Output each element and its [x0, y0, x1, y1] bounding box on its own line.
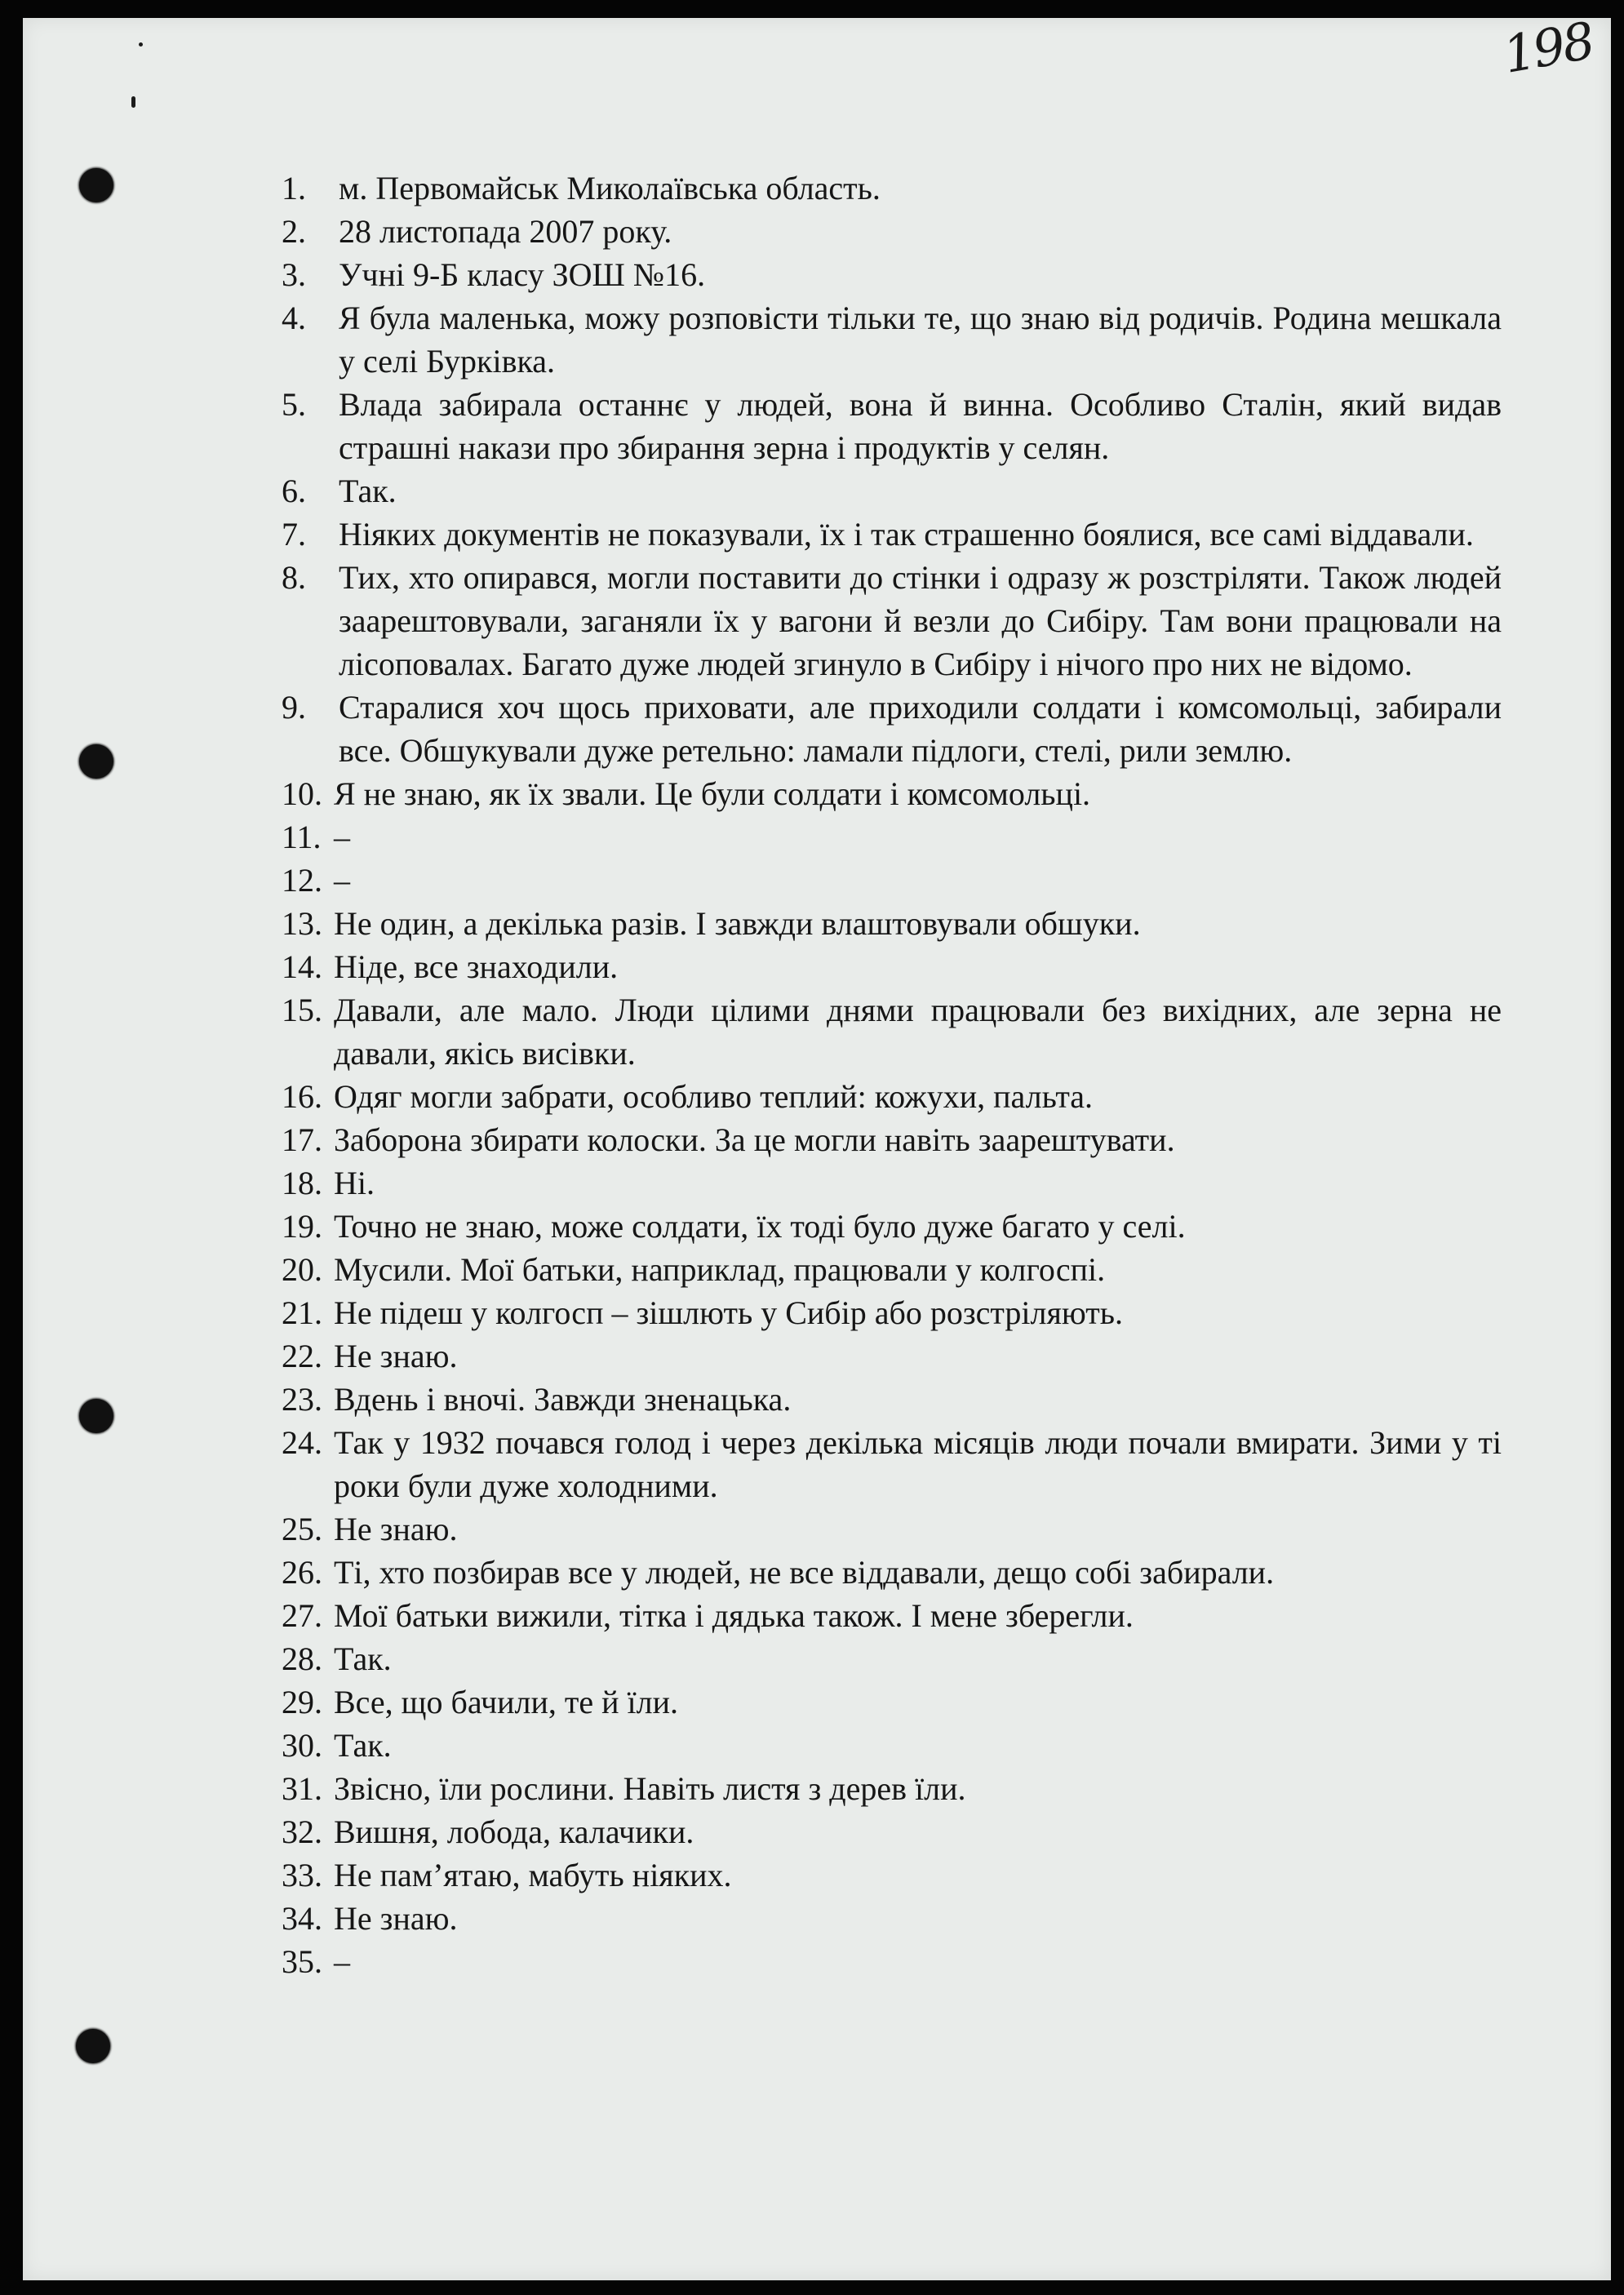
answer-item	[282, 815, 1502, 859]
answer-item	[282, 1637, 1502, 1680]
answer-item	[282, 1767, 1502, 1810]
ink-speck	[131, 96, 135, 108]
answer-item	[282, 1940, 1502, 1983]
answer-number: 24.	[282, 1424, 322, 1461]
answer-text: Так.	[334, 1727, 392, 1764]
answer-text: Ніде, все знаходили.	[334, 948, 619, 985]
answer-text: Мої батьки вижили, тітка і дядька також. І мене зберегли.	[334, 1597, 1134, 1634]
answer-item	[282, 210, 1502, 253]
answer-text: Учні 9-Б класу ЗОШ №16.	[339, 256, 706, 293]
answer-number: 30.	[282, 1727, 322, 1764]
answer-text: –	[334, 862, 350, 899]
answer-item	[282, 945, 1502, 988]
answer-text: Вдень і вночі. Завжди зненацька.	[334, 1381, 792, 1418]
answer-item	[282, 1421, 1502, 1507]
answer-text: Давали, але мало. Люди цілими днями працювали без вихідних, але зерна не давали, якісь висівки.	[334, 992, 1502, 1072]
page-folio-number: 198	[1498, 11, 1597, 85]
answer-number: 10.	[282, 775, 322, 812]
answer-number: 1.	[282, 170, 306, 206]
answer-item	[282, 296, 1502, 383]
answer-item	[282, 383, 1502, 469]
answer-text: Все, що бачили, те й їли.	[334, 1684, 678, 1720]
answer-item	[282, 1378, 1502, 1421]
answer-text: Точно не знаю, може солдати, їх тоді було дуже багато у селі.	[334, 1208, 1186, 1245]
answer-number: 29.	[282, 1684, 322, 1720]
answer-item	[282, 686, 1502, 772]
answer-item	[282, 1248, 1502, 1291]
answer-number: 15.	[282, 992, 322, 1028]
answer-text: Мусили. Мої батьки, наприклад, працювали у колгоспі.	[334, 1251, 1106, 1288]
answer-number: 2.	[282, 213, 306, 250]
answer-text: Одяг могли забрати, особливо теплий: кожухи, пальта.	[334, 1078, 1094, 1115]
answer-text: Ні.	[334, 1165, 375, 1201]
answer-number: 28.	[282, 1640, 322, 1677]
answer-text: Не один, а декілька разів. І завжди влаштовували обшуки.	[334, 905, 1141, 942]
answer-item	[282, 1118, 1502, 1161]
ink-speck	[139, 42, 143, 47]
answer-number: 19.	[282, 1208, 322, 1245]
answer-text: –	[334, 819, 350, 855]
answer-number: 22.	[282, 1338, 322, 1374]
answer-number: 23.	[282, 1381, 322, 1418]
answer-text: Не пам’ятаю, мабуть ніяких.	[334, 1857, 732, 1893]
answer-text: м. Первомайськ Миколаївська область.	[339, 170, 881, 206]
answer-number: 14.	[282, 948, 322, 985]
answer-item	[282, 1551, 1502, 1594]
answer-text: Не знаю.	[334, 1338, 458, 1374]
answer-text: Не знаю.	[334, 1900, 458, 1937]
answer-number: 32.	[282, 1813, 322, 1850]
answer-number: 16.	[282, 1078, 322, 1115]
answer-text: Так.	[339, 473, 397, 509]
answer-text: Влада забирала останнє у людей, вона й винна. Особливо Сталін, який видав страшні накази про збирання зерна і продуктів у селян.	[339, 386, 1502, 466]
answer-item	[282, 1594, 1502, 1637]
answer-item	[282, 902, 1502, 945]
answer-number: 20.	[282, 1251, 322, 1288]
answer-number: 21.	[282, 1294, 322, 1331]
answer-item	[282, 1507, 1502, 1551]
answer-number: 31.	[282, 1770, 322, 1807]
answer-number: 9.	[282, 689, 306, 726]
answer-text: 28 листопада 2007 року.	[339, 213, 672, 250]
answer-item	[282, 1853, 1502, 1897]
answer-number: 11.	[282, 819, 322, 855]
answer-item	[282, 166, 1502, 210]
answer-text: Вишня, лобода, калачики.	[334, 1813, 694, 1850]
answer-text: Я не знаю, як їх звали. Це були солдати і комсомольці.	[334, 775, 1091, 812]
answer-number: 3.	[282, 256, 306, 293]
answer-list	[282, 166, 1502, 1983]
answer-text: Так у 1932 почався голод і через декілька місяців люди почали вмирати. Зими у ті роки були дуже холодними.	[334, 1424, 1502, 1504]
answer-item	[282, 1724, 1502, 1767]
answer-number: 33.	[282, 1857, 322, 1893]
answer-number: 35.	[282, 1943, 322, 1980]
answer-item	[282, 1680, 1502, 1724]
answer-text: –	[334, 1943, 350, 1980]
answer-number: 12.	[282, 862, 322, 899]
answer-text: Не знаю.	[334, 1511, 458, 1547]
punch-hole	[79, 1399, 113, 1433]
answer-item	[282, 556, 1502, 686]
answer-item	[282, 513, 1502, 556]
answer-text: Тих, хто опирався, могли поставити до стінки і одразу ж розстріляти. Також людей заарештовували, заганяли їх у вагони й везли до Сибіру. Там вони працювали на лісоповалах. Багато дуже людей згинуло в Сибіру і нічого про них не відомо.	[339, 559, 1502, 682]
answer-number: 25.	[282, 1511, 322, 1547]
answer-item	[282, 1291, 1502, 1334]
answer-number: 17.	[282, 1121, 322, 1158]
punch-hole	[79, 744, 113, 779]
answer-text: Ніяких документів не показували, їх і так страшенно боялися, все самі віддавали.	[339, 516, 1474, 553]
answer-text: Так.	[334, 1640, 392, 1677]
answer-text: Звісно, їли рослини. Навіть листя з дерев їли.	[334, 1770, 966, 1807]
answer-item	[282, 1897, 1502, 1940]
answer-item	[282, 859, 1502, 902]
answer-number: 8.	[282, 559, 306, 596]
answer-item	[282, 988, 1502, 1075]
answer-number: 26.	[282, 1554, 322, 1591]
answer-number: 4.	[282, 300, 306, 336]
answer-item	[282, 1334, 1502, 1378]
answer-item	[282, 1161, 1502, 1205]
answer-number: 6.	[282, 473, 306, 509]
punch-hole	[79, 168, 113, 202]
answer-item	[282, 772, 1502, 815]
answer-text: Не підеш у колгосп – зішлють у Сибір або розстріляють.	[334, 1294, 1123, 1331]
answer-text: Старалися хоч щось приховати, але приходили солдати і комсомольці, забирали все. Обшукували дуже ретельно: ламали підлоги, стелі, рили землю.	[339, 689, 1502, 769]
answer-text: Заборона збирати колоски. За це могли навіть заарештувати.	[334, 1121, 1175, 1158]
answer-number: 13.	[282, 905, 322, 942]
answer-number: 18.	[282, 1165, 322, 1201]
answer-item	[282, 253, 1502, 296]
answer-text: Я була маленька, можу розповісти тільки те, що знаю від родичів. Родина мешкала у селі Бурківка.	[339, 300, 1502, 380]
answer-number: 34.	[282, 1900, 322, 1937]
answer-text: Ті, хто позбирав все у людей, не все віддавали, дещо собі забирали.	[334, 1554, 1275, 1591]
answer-number: 27.	[282, 1597, 322, 1634]
answer-item	[282, 1810, 1502, 1853]
answer-item	[282, 1205, 1502, 1248]
punch-hole	[76, 2029, 110, 2063]
answer-number: 5.	[282, 386, 306, 423]
answer-number: 7.	[282, 516, 306, 553]
answer-item	[282, 469, 1502, 513]
answer-item	[282, 1075, 1502, 1118]
